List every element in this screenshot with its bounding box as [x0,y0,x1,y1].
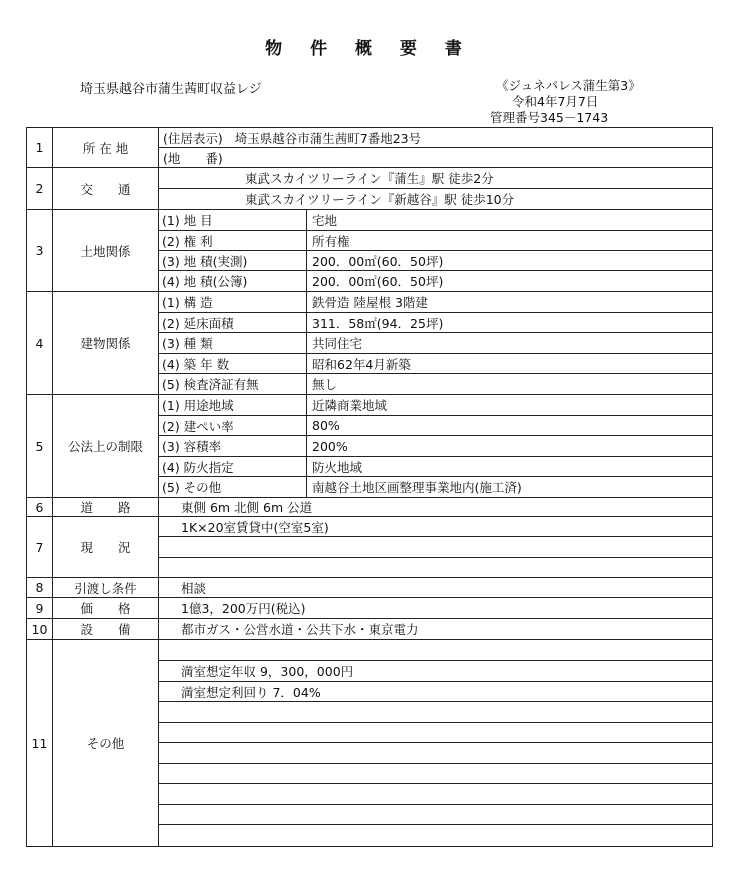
price-value: 1億3，200万円(税込) [159,598,713,619]
item-value: 宅地 [307,210,713,231]
item-label: (1) 構 造 [159,292,307,313]
row-category: 現 況 [53,517,159,578]
row-category: 公法上の制限 [53,395,159,498]
row-location [27,128,713,148]
row-current-status [27,517,713,537]
document-date: 令和4年7月7日 [512,94,599,109]
item-value: 80% [307,416,713,436]
row-number: 3 [27,210,53,292]
road-value: 東側 6m 北側 6m 公道 [159,498,713,517]
row-category: 所 在 地 [53,128,159,168]
item-label: (5) その他 [159,477,307,498]
item-label: (2) 権 利 [159,231,307,251]
item-label: (3) 容積率 [159,436,307,457]
row-number: 5 [27,395,53,498]
item-value: 311．58㎡(94．25坪) [307,313,713,333]
row-building [27,292,713,313]
management-number: 管理番号345－1743 [490,110,609,125]
handover-value: 相談 [159,578,713,598]
blank-line [159,784,713,805]
item-value: 200．00㎡(60．50坪) [307,271,713,292]
row-land [27,210,713,231]
item-label: (3) 地 積(実測) [159,251,307,271]
property-name: 《ジュネパレス蒲生第3》 [496,78,641,93]
annual-income: 満室想定年収 9，300，000円 [159,661,713,682]
row-legal-restrictions [27,395,713,416]
item-label: (4) 築 年 数 [159,354,307,374]
address-value: 埼玉県越谷市蒲生茜町7番地23号 [234,130,422,146]
property-overview-table [26,127,713,847]
item-value: 200% [307,436,713,457]
blank-line [159,764,713,784]
row-number: 11 [27,640,53,847]
row-category: 建物関係 [53,292,159,395]
address-cell [159,128,713,148]
row-number: 1 [27,128,53,168]
row-number: 9 [27,598,53,619]
row-category: 引渡し条件 [53,578,159,598]
transport-line-2: 東武スカイツリーライン『新越谷』駅 徒歩10分 [159,189,713,210]
item-value: 近隣商業地域 [307,395,713,416]
item-label: (1) 地 目 [159,210,307,231]
item-label: (1) 用途地域 [159,395,307,416]
row-category: 価 格 [53,598,159,619]
blank-line [159,640,713,661]
row-transport [27,168,713,189]
property-subject: 埼玉県越谷市蒲生茜町収益レジ [80,82,262,97]
row-number: 2 [27,168,53,210]
row-category: 土地関係 [53,210,159,292]
item-label: (4) 地 積(公簿) [159,271,307,292]
item-label: (5) 検査済証有無 [159,374,307,395]
blank-line [159,805,713,825]
blank-line [159,743,713,764]
row-handover [27,578,713,598]
item-label: (4) 防火指定 [159,457,307,477]
item-label: (2) 延床面積 [159,313,307,333]
blank-line [159,537,713,558]
item-label: (2) 建ぺい率 [159,416,307,436]
row-number: 10 [27,619,53,640]
row-number: 4 [27,292,53,395]
row-category: その他 [53,640,159,847]
item-value: 共同住宅 [307,333,713,354]
item-value: 無し [307,374,713,395]
yield: 満室想定利回り 7．04% [159,682,713,702]
row-other [27,640,713,661]
item-value: 南越谷土地区画整理事業地内(施工済) [307,477,713,498]
item-value: 鉄骨造 陸屋根 3階建 [307,292,713,313]
item-value: 昭和62年4月新築 [307,354,713,374]
item-value: 200．00㎡(60．50坪) [307,251,713,271]
blank-line [159,825,713,847]
row-category: 交 通 [53,168,159,210]
item-label: (3) 種 類 [159,333,307,354]
row-facilities [27,619,713,640]
row-number: 6 [27,498,53,517]
item-value: 防火地域 [307,457,713,477]
status-value: 1K×20室賃貸中(空室5室) [159,517,713,537]
blank-line [159,702,713,723]
address-label: (住居表示) [163,130,223,146]
row-price [27,598,713,619]
blank-line [159,558,713,578]
header-info [490,78,641,126]
row-category: 設 備 [53,619,159,640]
blank-line [159,723,713,743]
item-value: 所有権 [307,231,713,251]
row-category: 道 路 [53,498,159,517]
transport-line-1: 東武スカイツリーライン『蒲生』駅 徒歩2分 [159,168,713,189]
row-road [27,498,713,517]
row-number: 8 [27,578,53,598]
row-number: 7 [27,517,53,578]
facilities-value: 都市ガス・公営水道・公共下水・東京電力 [159,619,713,640]
document-title: 物 件 概 要 書 [265,39,473,59]
lot-label: (地 番) [159,148,713,168]
